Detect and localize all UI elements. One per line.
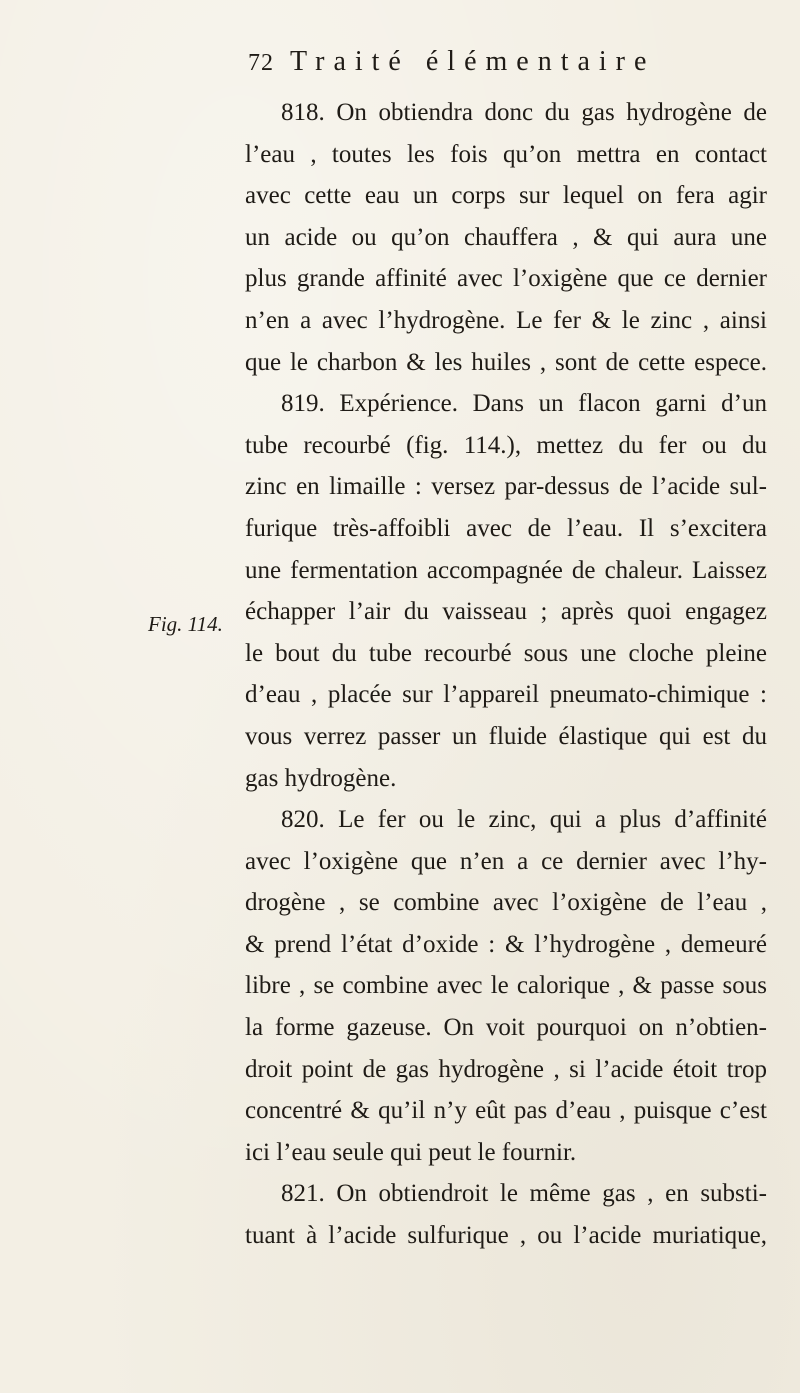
text-line: drogène , se combine avec l’oxigène de l’eau , [245, 889, 767, 917]
text-line: plus grande affinité avec l’oxigène que ce dernier [245, 265, 767, 293]
text-line: vous verrez passer un fluide élastique qui est du [245, 722, 767, 750]
text-line: la forme gazeuse. On voit pourquoi on n’obtien- [245, 1014, 767, 1042]
text-line: droit point de gas hydrogène , si l’acide étoit trop [245, 1055, 767, 1083]
text-line: avec l’oxigène que n’en a ce dernier avec l’hy- [245, 847, 767, 875]
text-line: tube recourbé (fig. 114.), mettez du fer ou du [245, 431, 767, 459]
text-line: avec cette eau un corps sur lequel on fera agir [245, 182, 767, 210]
body-text [245, 92, 767, 1257]
text-line: gas hydrogène. [245, 764, 397, 792]
text-line: ici l’eau seule qui peut le fournir. [245, 1138, 577, 1166]
margin-figure-reference: Fig. 114. [148, 612, 223, 636]
text-line: d’eau , placée sur l’appareil pneumato-chimique : [245, 681, 767, 709]
text-line: & prend l’état d’oxide : & l’hydrogène , demeuré [245, 930, 767, 958]
text-line: furique très-affoibli avec de l’eau. Il s’excitera [245, 514, 767, 542]
text-line: que le charbon & les huiles , sont de cette espece. [245, 348, 767, 376]
text-line: le bout du tube recourbé sous une cloche pleine [245, 639, 767, 667]
text-line: échapper l’air du vaisseau ; après quoi engagez [245, 598, 767, 626]
text-line: libre , se combine avec le calorique , & passe sous [245, 972, 767, 1000]
text-line: une fermentation accompagnée de chaleur. Laissez [245, 556, 767, 584]
text-line: 821. On obtiendroit le même gas , en substi- [281, 1180, 767, 1208]
running-title: Traité élémentaire [290, 46, 656, 77]
text-line: 819. Expérience. Dans un flacon garni d’un [281, 390, 767, 418]
text-line: 818. On obtiendra donc du gas hydrogène de [281, 99, 767, 126]
page-header [248, 44, 768, 84]
text-line: l’eau , toutes les fois qu’on mettra en contact [245, 140, 767, 168]
text-line: tuant à l’acide sulfurique , ou l’acide muriatique, [245, 1222, 767, 1250]
text-line: n’en a avec l’hydrogène. Le fer & le zinc , ainsi [245, 306, 767, 334]
text-line: zinc en limaille : versez par-dessus de l’acide sul- [245, 473, 767, 501]
text-line: un acide ou qu’on chauffera , & qui aura une [245, 223, 767, 251]
page-number: 72 [248, 50, 274, 76]
text-line: 820. Le fer ou le zinc, qui a plus d’affinité [281, 806, 767, 834]
text-line: concentré & qu’il n’y eût pas d’eau , puisque c’est [245, 1097, 767, 1125]
